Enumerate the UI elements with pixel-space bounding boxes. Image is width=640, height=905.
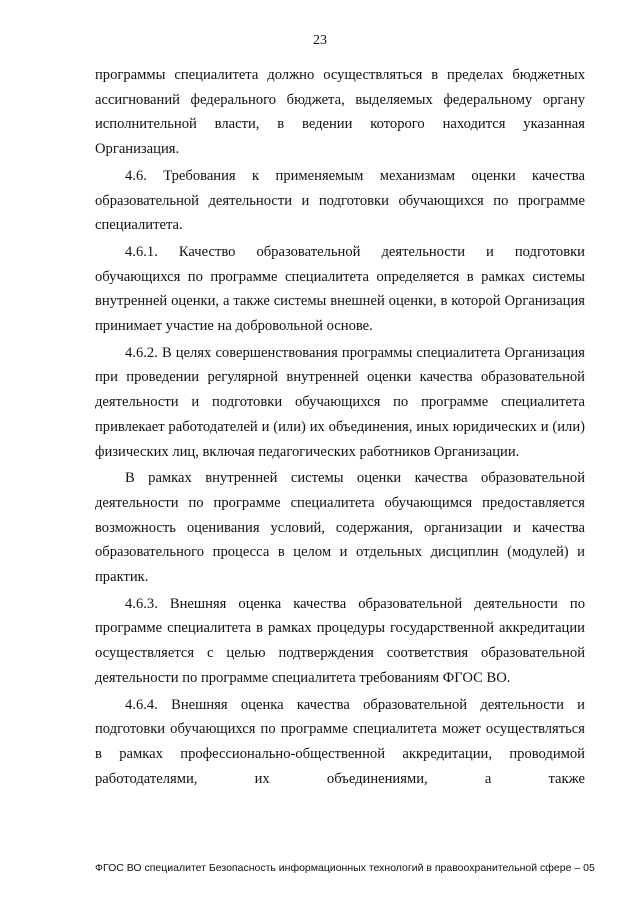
- page-footer: ФГОС ВО специалитет Безопасность информационных технологий в правоохранительной сфере – 05: [95, 862, 595, 874]
- paragraph-internal-assessment: В рамках внутренней системы оценки качества образовательной деятельности по программе специалитета обучающимся предоставляется возможность оценивания условий, содержания, организации и качества образовательного процесса в целом и отдельных дисциплин (модулей) и практик.: [95, 470, 585, 586]
- paragraph-4-6-1: 4.6.1. Качество образовательной деятельности и подготовки обучающихся по программе специалитета определяется в рамках системы внутренней оценки, а также системы внешней оценки, в которой Организация принимает участие на добровольной основе.: [95, 243, 585, 335]
- paragraph-4-6-3: 4.6.3. Внешняя оценка качества образовательной деятельности по программе специалитета в рамках процедуры государственной аккредитации осуществляется с целью подтверждения соответствия образовательной деятельности по программе специалитета требованиям ФГОС ВО.: [95, 595, 585, 686]
- page-number: 23: [313, 33, 327, 48]
- paragraph-continuation: программы специалитета должно осуществляться в пределах бюджетных ассигнований федерального бюджета, выделяемых федеральному органу исполнительной власти, в ведении которого находится указанная Организация.: [95, 67, 585, 158]
- paragraph-4-6-4: 4.6.4. Внешняя оценка качества образовательной деятельности и подготовки обучающихся по программе специалитета может осуществляться в рамках профессионально-общественной аккредитации, проводимой работодателями, их объединениями, а также: [95, 696, 585, 787]
- paragraph-4-6-2: 4.6.2. В целях совершенствования программы специалитета Организация при проведении регулярной внутренней оценки качества образовательной деятельности и подготовки обучающихся по программе специалитета привлекает работодателей и (или) их объединения, иных юридических и (или) физических лиц, включая педагогических работников Организации.: [95, 344, 585, 460]
- paragraph-4-6: 4.6. Требования к применяемым механизмам оценки качества образовательной деятельности и подготовки обучающихся по программе специалитета.: [95, 167, 585, 234]
- page-body: [95, 63, 585, 791]
